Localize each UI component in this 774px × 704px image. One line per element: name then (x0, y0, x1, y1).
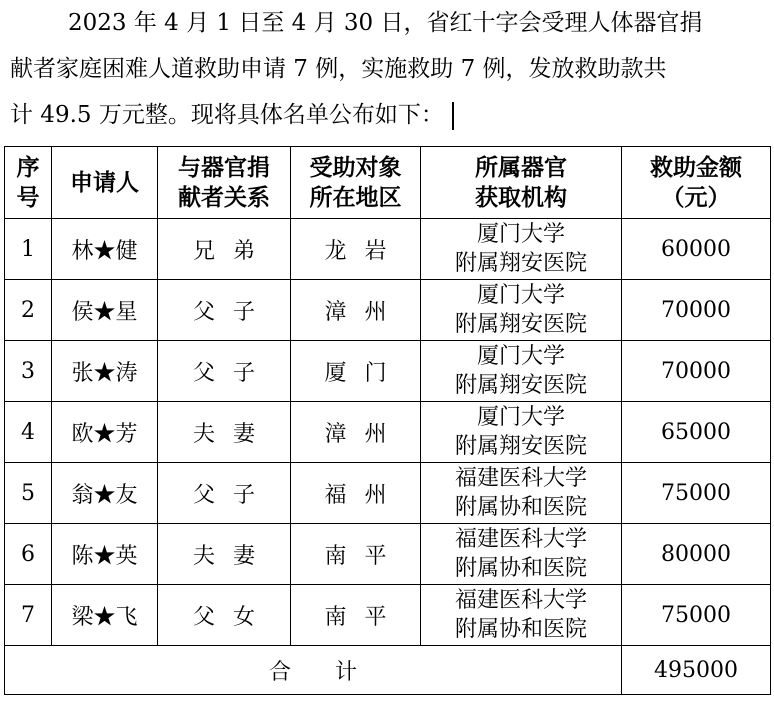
header-organization-line-2: 获取机构 (475, 184, 567, 211)
total-row (5, 646, 771, 695)
header-region (291, 147, 421, 219)
row-organization-line-1: 福建医科大学 (454, 466, 587, 491)
row-applicant: 欧★芳 (52, 402, 158, 463)
row-relation-text: 父子 (192, 360, 273, 386)
row-region (291, 219, 421, 280)
intro-line-3-text: 计 49.5 万元整。现将具体名单公布如下： (10, 102, 444, 128)
total-label: 合计 (268, 659, 401, 685)
row-applicant: 张★涛 (52, 341, 158, 402)
row-region-text: 福州 (324, 482, 405, 508)
row-relation (158, 219, 291, 280)
table-row (5, 341, 771, 402)
row-relation (158, 341, 291, 402)
table-row (5, 280, 771, 341)
row-organization-line-2: 附属协和医院 (454, 556, 587, 581)
row-applicant: 梁★飞 (52, 585, 158, 646)
row-organization-line-1: 福建医科大学 (454, 588, 587, 613)
header-relation-line-1: 与器官捐 (178, 154, 270, 181)
text-cursor (452, 102, 454, 130)
intro-paragraph (10, 0, 770, 138)
row-relation (158, 463, 291, 524)
row-relation-text: 夫妻 (192, 421, 273, 447)
row-number: 2 (5, 280, 52, 341)
row-relation-text: 父子 (192, 299, 273, 325)
row-organization (421, 280, 622, 341)
row-organization-line-2: 附属翔安医院 (454, 373, 587, 398)
intro-line-2: 献者家庭困难人道救助申请 7 例，实施救助 7 例，发放救助款共 (10, 56, 667, 82)
row-organization-line-2: 附属翔安医院 (454, 251, 587, 276)
header-organization-line-1: 所属器官 (475, 154, 567, 181)
row-applicant: 翁★友 (52, 463, 158, 524)
row-organization-line-1: 厦门大学 (476, 405, 565, 430)
row-organization (421, 585, 622, 646)
row-organization (421, 341, 622, 402)
total-amount: 495000 (622, 646, 771, 695)
row-amount: 75000 (622, 463, 771, 524)
table-row (5, 463, 771, 524)
row-applicant: 侯★星 (52, 280, 158, 341)
row-applicant: 林★健 (52, 219, 158, 280)
header-region-line-2: 所在地区 (309, 184, 402, 211)
row-relation-text: 父子 (192, 482, 273, 508)
row-relation (158, 524, 291, 585)
row-amount: 70000 (622, 341, 771, 402)
row-relation-text: 兄弟 (192, 238, 273, 264)
row-region-text: 龙岩 (324, 238, 405, 264)
row-amount: 60000 (622, 219, 771, 280)
header-amount-line-1: 救助金额 (650, 154, 742, 181)
row-region (291, 463, 421, 524)
row-organization (421, 463, 622, 524)
row-organization-line-1: 厦门大学 (476, 222, 565, 247)
row-applicant: 陈★英 (52, 524, 158, 585)
row-relation (158, 280, 291, 341)
row-number: 3 (5, 341, 52, 402)
table-row (5, 219, 771, 280)
row-amount: 75000 (622, 585, 771, 646)
header-region-line-1: 受助对象 (309, 154, 402, 181)
row-organization-line-2: 附属协和医院 (454, 495, 587, 520)
row-organization-line-2: 附属翔安医院 (454, 434, 587, 459)
row-number: 7 (5, 585, 52, 646)
row-relation-text: 夫妻 (192, 543, 273, 569)
row-amount: 65000 (622, 402, 771, 463)
row-number: 1 (5, 219, 52, 280)
row-organization-line-1: 福建医科大学 (454, 527, 587, 552)
row-relation (158, 585, 291, 646)
header-applicant (52, 147, 158, 219)
row-region (291, 585, 421, 646)
row-organization (421, 402, 622, 463)
row-amount: 80000 (622, 524, 771, 585)
header-number-line-2: 号 (16, 184, 40, 211)
row-number: 6 (5, 524, 52, 585)
row-region (291, 402, 421, 463)
row-region-text: 南平 (324, 543, 405, 569)
row-organization-line-2: 附属协和医院 (454, 617, 587, 642)
total-label-cell (5, 646, 622, 695)
table-header-row (5, 147, 771, 219)
row-number: 4 (5, 402, 52, 463)
row-region (291, 280, 421, 341)
row-organization-line-1: 厦门大学 (476, 344, 565, 369)
intro-line-3 (10, 92, 770, 138)
header-number (5, 147, 52, 219)
header-number-line-1: 序 (16, 154, 40, 181)
row-region-text: 南平 (324, 604, 405, 630)
row-organization (421, 219, 622, 280)
header-relation-line-2: 献者关系 (178, 184, 270, 211)
row-amount: 70000 (622, 280, 771, 341)
table-row (5, 585, 771, 646)
row-region-text: 漳州 (324, 299, 405, 325)
row-organization-line-2: 附属翔安医院 (454, 312, 587, 337)
row-region (291, 524, 421, 585)
header-organization (421, 147, 622, 219)
row-relation-text: 父女 (192, 604, 273, 630)
table-row (5, 402, 771, 463)
intro-line-1: 2023 年 4 月 1 日至 4 月 30 日，省红十字会受理人体器官捐 (68, 10, 703, 36)
row-relation (158, 402, 291, 463)
aid-recipient-table (4, 146, 771, 695)
header-amount-line-2: （元） (661, 184, 731, 211)
header-applicant-label: 申请人 (70, 169, 139, 196)
row-organization (421, 524, 622, 585)
table-row (5, 524, 771, 585)
header-relation (158, 147, 291, 219)
header-amount (622, 147, 771, 219)
row-region-text: 漳州 (324, 421, 405, 447)
row-region-text: 厦门 (324, 360, 405, 386)
row-number: 5 (5, 463, 52, 524)
row-organization-line-1: 厦门大学 (476, 283, 565, 308)
row-region (291, 341, 421, 402)
